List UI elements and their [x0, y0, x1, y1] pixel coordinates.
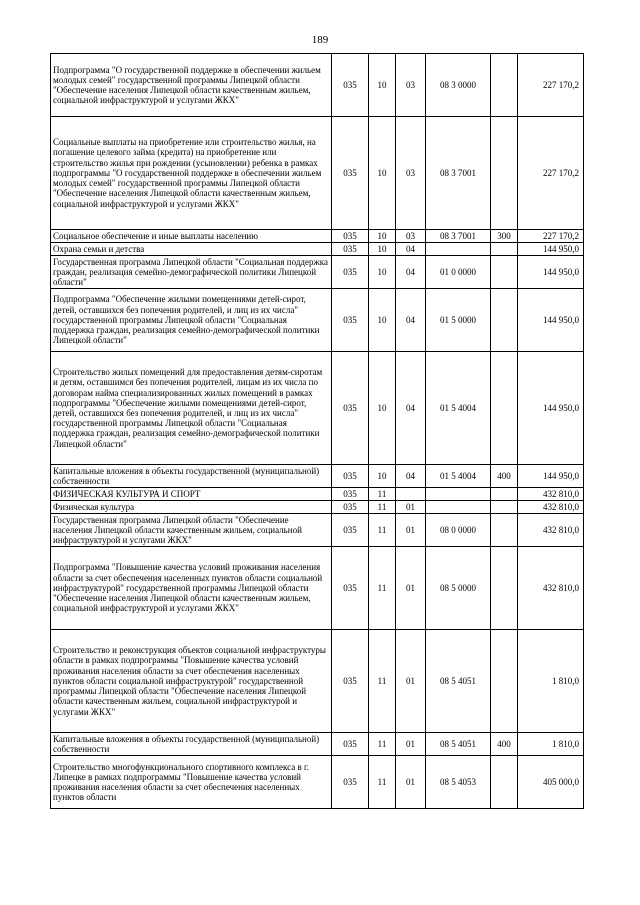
cell-rz: 11 — [369, 733, 396, 756]
budget-table — [50, 53, 584, 809]
cell-pr: 01 — [396, 547, 426, 630]
table-row — [51, 256, 584, 289]
table-row — [51, 54, 584, 117]
cell-sum: 227 170,2 — [518, 117, 584, 230]
cell-csr: 01 5 4004 — [426, 352, 491, 465]
cell-csr: 08 3 7001 — [426, 117, 491, 230]
budget-table-body — [51, 54, 584, 809]
table-row — [51, 289, 584, 352]
table-row — [51, 352, 584, 465]
cell-name: Строительство многофункционального спортивного комплекса в г. Липецке в рамках подпрограммы "Повышение качества условий проживания населения области за счет обеспечения населенных пунктов области — [51, 756, 332, 809]
cell-vr — [491, 514, 518, 547]
cell-csr: 01 5 0000 — [426, 289, 491, 352]
table-row — [51, 756, 584, 809]
cell-vr — [491, 289, 518, 352]
cell-ved: 035 — [332, 756, 369, 809]
cell-name: Физическая культура — [51, 501, 332, 514]
cell-rz: 10 — [369, 54, 396, 117]
cell-sum: 144 950,0 — [518, 352, 584, 465]
cell-vr — [491, 54, 518, 117]
cell-pr: 04 — [396, 352, 426, 465]
cell-vr — [491, 547, 518, 630]
cell-name: Подпрограмма "О государственной поддержке в обеспечении жильем молодых семей" государственной программы Липецкой области "Обеспечение населения Липецкой области качественным жильем, социальной инфраструктурой и услугами ЖКХ" — [51, 54, 332, 117]
cell-rz: 10 — [369, 230, 396, 243]
cell-csr: 01 0 0000 — [426, 256, 491, 289]
cell-vr — [491, 243, 518, 256]
cell-rz: 11 — [369, 630, 396, 733]
cell-csr — [426, 243, 491, 256]
table-row — [51, 465, 584, 488]
cell-vr — [491, 630, 518, 733]
cell-sum: 432 810,0 — [518, 488, 584, 501]
cell-sum: 144 950,0 — [518, 243, 584, 256]
cell-ved: 035 — [332, 289, 369, 352]
cell-ved: 035 — [332, 547, 369, 630]
cell-rz: 10 — [369, 465, 396, 488]
table-row — [51, 547, 584, 630]
cell-pr: 03 — [396, 117, 426, 230]
cell-pr: 01 — [396, 514, 426, 547]
cell-ved: 035 — [332, 465, 369, 488]
cell-vr: 300 — [491, 230, 518, 243]
cell-ved: 035 — [332, 243, 369, 256]
cell-sum: 144 950,0 — [518, 465, 584, 488]
cell-pr: 04 — [396, 243, 426, 256]
cell-csr: 08 5 0000 — [426, 547, 491, 630]
cell-sum: 432 810,0 — [518, 514, 584, 547]
cell-vr — [491, 117, 518, 230]
cell-rz: 11 — [369, 547, 396, 630]
cell-csr: 01 5 4004 — [426, 465, 491, 488]
cell-ved: 035 — [332, 733, 369, 756]
cell-rz: 11 — [369, 488, 396, 501]
cell-name: Охрана семьи и детства — [51, 243, 332, 256]
cell-vr: 400 — [491, 465, 518, 488]
table-row — [51, 117, 584, 230]
cell-name: Социальное обеспечение и иные выплаты населению — [51, 230, 332, 243]
cell-vr: 400 — [491, 733, 518, 756]
cell-rz: 11 — [369, 501, 396, 514]
cell-name: Социальные выплаты на приобретение или строительство жилья, на погашение целевого займа (кредита) на приобретение или строительство жилья при рождении (усыновлении) ребенка в рамках подпрограммы "О государственной поддержке в обеспечении жильем молодых семей" государственной программы Липецкой области "Обеспечение населения Липецкой области качественным жильем, социальной инфраструктурой и услугами ЖКХ" — [51, 117, 332, 230]
cell-name: ФИЗИЧЕСКАЯ КУЛЬТУРА И СПОРТ — [51, 488, 332, 501]
cell-name: Государственная программа Липецкой области "Социальная поддержка граждан, реализация семейно-демографической политики Липецкой области" — [51, 256, 332, 289]
cell-csr — [426, 488, 491, 501]
table-row — [51, 243, 584, 256]
cell-ved: 035 — [332, 630, 369, 733]
cell-pr: 04 — [396, 256, 426, 289]
cell-vr — [491, 352, 518, 465]
cell-sum: 1 810,0 — [518, 733, 584, 756]
cell-pr: 01 — [396, 630, 426, 733]
cell-name: Государственная программа Липецкой области "Обеспечение населения Липецкой области качественным жильем, социальной инфраструктурой и услугами ЖКХ" — [51, 514, 332, 547]
cell-name: Строительство жилых помещений для предоставления детям-сиротам и детям, оставшимся без попечения родителей, лицам из их числа по договорам найма специализированных жилых помещений в рамках подпрограммы "Обеспечение жилыми помещениями детей-сирот, детей, оставшихся без попечения родителей, и лиц из их числа" государственной программы Липецкой области "Социальная поддержка граждан, реализация семейно-демографической политики Липецкой области" — [51, 352, 332, 465]
cell-pr: 04 — [396, 289, 426, 352]
cell-name: Капитальные вложения в объекты государственной (муниципальной) собственности — [51, 733, 332, 756]
cell-sum: 144 950,0 — [518, 289, 584, 352]
cell-sum: 227 170,2 — [518, 230, 584, 243]
cell-ved: 035 — [332, 117, 369, 230]
cell-sum: 227 170,2 — [518, 54, 584, 117]
table-row — [51, 733, 584, 756]
cell-ved: 035 — [332, 352, 369, 465]
cell-rz: 11 — [369, 756, 396, 809]
cell-sum: 432 810,0 — [518, 547, 584, 630]
cell-ved: 035 — [332, 501, 369, 514]
cell-pr — [396, 488, 426, 501]
cell-rz: 10 — [369, 256, 396, 289]
cell-csr: 08 0 0000 — [426, 514, 491, 547]
cell-sum: 144 950,0 — [518, 256, 584, 289]
cell-ved: 035 — [332, 514, 369, 547]
cell-rz: 10 — [369, 352, 396, 465]
cell-csr: 08 5 4053 — [426, 756, 491, 809]
cell-sum: 432 810,0 — [518, 501, 584, 514]
cell-rz: 10 — [369, 117, 396, 230]
cell-csr: 08 5 4051 — [426, 733, 491, 756]
cell-sum: 1 810,0 — [518, 630, 584, 733]
cell-name: Капитальные вложения в объекты государственной (муниципальной) собственности — [51, 465, 332, 488]
cell-ved: 035 — [332, 230, 369, 243]
cell-csr: 08 5 4051 — [426, 630, 491, 733]
cell-ved: 035 — [332, 256, 369, 289]
cell-name: Подпрограмма "Повышение качества условий проживания населения области за счет обеспечения населенных пунктов области социальной инфраструктурой" государственной программы Липецкой области "Обеспечение населения Липецкой области качественным жильем, социальной инфраструктурой и услугами ЖКХ" — [51, 547, 332, 630]
cell-csr: 08 3 0000 — [426, 54, 491, 117]
cell-rz: 10 — [369, 243, 396, 256]
table-row — [51, 501, 584, 514]
cell-vr — [491, 256, 518, 289]
cell-pr: 03 — [396, 54, 426, 117]
cell-vr — [491, 501, 518, 514]
cell-vr — [491, 488, 518, 501]
table-row — [51, 630, 584, 733]
cell-pr: 04 — [396, 465, 426, 488]
table-row — [51, 514, 584, 547]
cell-csr: 08 3 7001 — [426, 230, 491, 243]
cell-ved: 035 — [332, 488, 369, 501]
cell-pr: 01 — [396, 501, 426, 514]
cell-ved: 035 — [332, 54, 369, 117]
table-row — [51, 230, 584, 243]
cell-rz: 11 — [369, 514, 396, 547]
page-number: 189 — [311, 34, 329, 46]
cell-pr: 01 — [396, 733, 426, 756]
cell-name: Строительство и реконструкция объектов социальной инфраструктуры области в рамках подпрограммы "Повышение качества условий проживания населения области за счет обеспечения населенных пунктов области социальной инфраструктурой" государственной программы Липецкой области "Обеспечение населения Липецкой области качественным жильем, социальной инфраструктурой и услугами ЖКХ" — [51, 630, 332, 733]
cell-pr: 03 — [396, 230, 426, 243]
cell-csr — [426, 501, 491, 514]
cell-pr: 01 — [396, 756, 426, 809]
cell-vr — [491, 756, 518, 809]
cell-name: Подпрограмма "Обеспечение жилыми помещениями детей-сирот, детей, оставшихся без попечения родителей, и лиц из их числа" государственной программы Липецкой области "Социальная поддержка граждан, реализация семейно-демографической политики Липецкой области" — [51, 289, 332, 352]
cell-sum: 405 000,0 — [518, 756, 584, 809]
table-row — [51, 488, 584, 501]
cell-rz: 10 — [369, 289, 396, 352]
